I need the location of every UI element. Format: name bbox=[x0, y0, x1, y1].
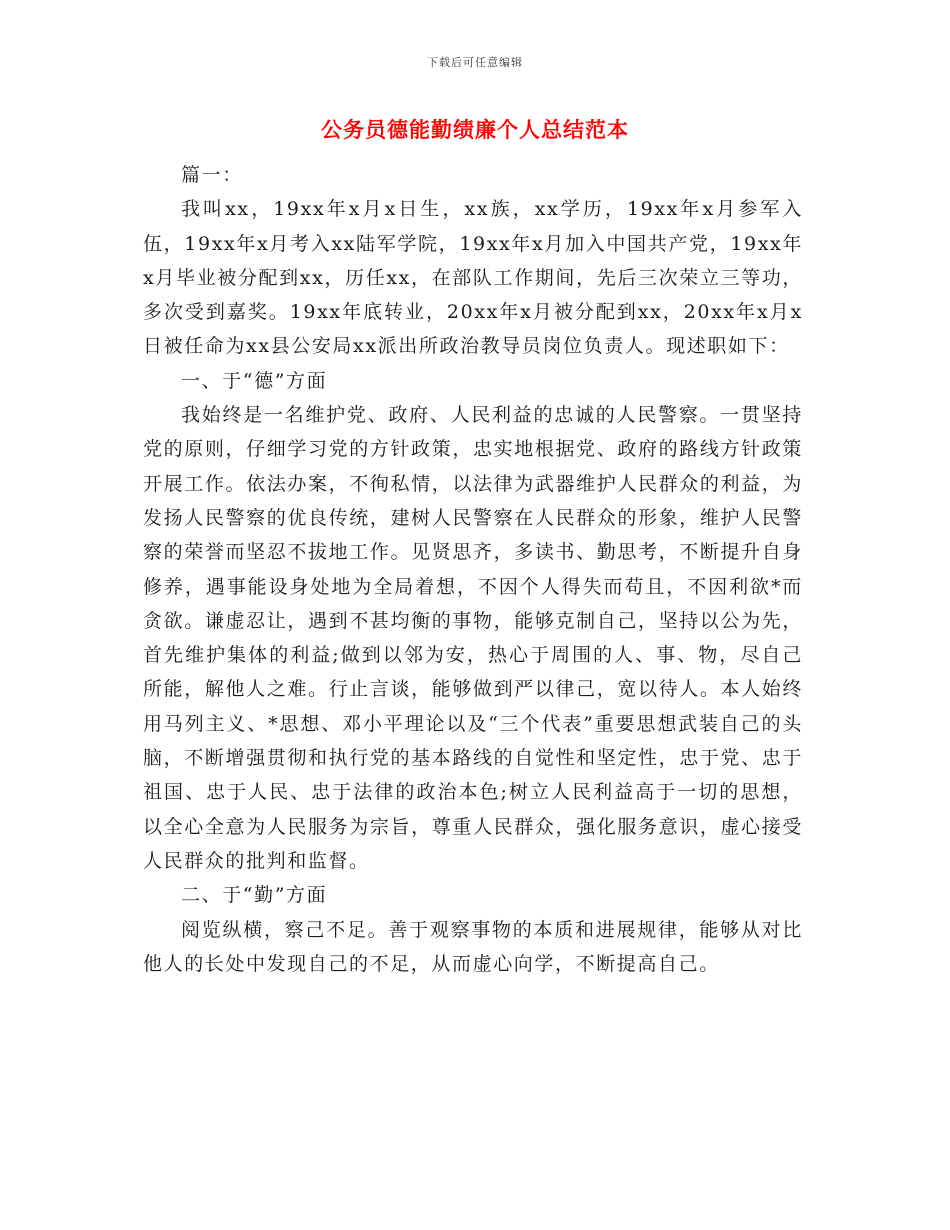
document-body bbox=[143, 158, 803, 981]
document-title: 公务员德能勤绩廉个人总结范本 bbox=[321, 118, 629, 142]
paragraph-de: 我始终是一名维护党、政府、人民利益的忠诚的人民警察。一贯坚持党的原则，仔细学习党的方针政策，忠实地根据党、政府的路线方针政策开展工作。依法办案，不徇私情，以法律为武器维护人民群众的利益，为发扬人民警察的优良传统，建树人民警察在人民群众的形象，维护人民警察的荣誉而坚忍不拔地工作。见贤思齐，多读书、勤思考，不断提升自身修养，遇事能设身处地为全局着想，不因个人得失而苟且，不因利欲*而贪欲。谦虚忍让，遇到不甚均衡的事物，能够克制自己，坚持以公为先，首先维护集体的利益;做到以邻为安，热心于周围的人、事、物，尽自己所能，解他人之难。行止言谈，能够做到严以律己，宽以待人。本人始终用马列主义、*思想、邓小平理论以及“三个代表”重要思想武装自己的头脑，不断增强贯彻和执行党的基本路线的自觉性和坚定性，忠于党、忠于祖国、忠于人民、忠于法律的政治本色;树立人民利益高于一切的思想，以全心全意为人民服务为宗旨，尊重人民群众，强化服务意识，虚心接受人民群众的批判和监督。 bbox=[143, 404, 803, 872]
paragraph-intro: 我叫xx，19xx年x月x日生，xx族，xx学历，19xx年x月参军入伍，19xx年x月考入xx陆军学院，19xx年x月加入中国共产党，19xx年x月毕业被分配到xx，历任xx，在部队工作期间，先后三次荣立三等功，多次受到嘉奖。19xx年底转业，20xx年x月被分配到xx，20xx年x月x日被任命为xx县公安局xx派出所政治教导员岗位负责人。现述职如下： bbox=[143, 198, 803, 358]
paragraph-qin: 阅览纵横，察己不足。善于观察事物的本质和进展规律，能够从对比他人的长处中发现自己的不足，从而虚心向学，不断提高自己。 bbox=[143, 918, 803, 975]
heading-qin: 二、于“勤”方面 bbox=[181, 884, 328, 907]
paragraph-section-label: 篇一： bbox=[181, 164, 243, 186]
heading-de: 一、于“德”方面 bbox=[181, 369, 328, 392]
header-note: 下载后可任意编辑 bbox=[427, 56, 523, 69]
